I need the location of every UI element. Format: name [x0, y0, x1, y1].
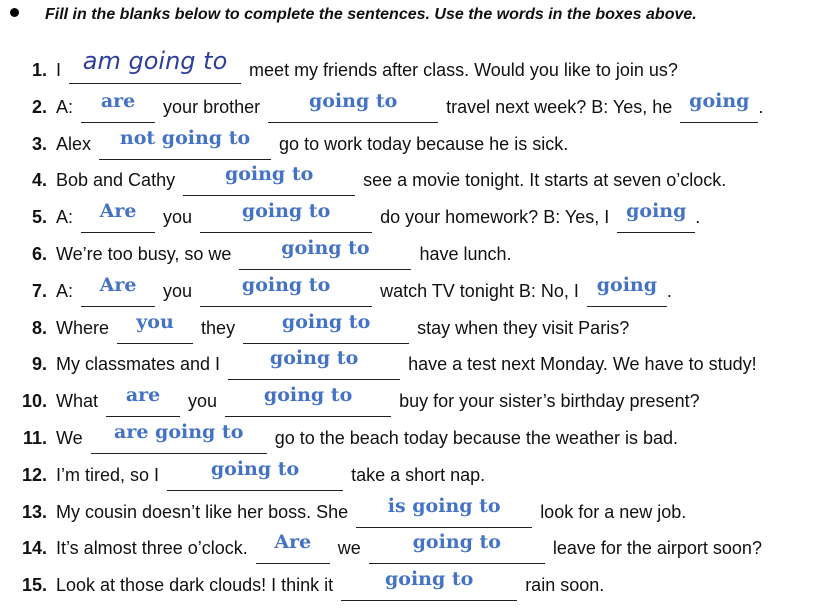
sentence-text: see a movie tonight. It starts at seven o’clock.	[363, 170, 727, 191]
answer-text: going	[596, 273, 658, 296]
answer-blank[interactable]	[680, 89, 758, 123]
sentence-text: A:	[56, 96, 74, 117]
answer-blank[interactable]	[356, 494, 532, 528]
sentence-text: Bob and Cathy	[56, 170, 176, 191]
answer-text: going to	[412, 531, 501, 554]
sentence-text: watch TV tonight B: No, I	[380, 280, 579, 301]
answer-text: is going to	[387, 494, 501, 517]
sentence-text: leave for the airport soon?	[552, 538, 762, 559]
answer-text: going to	[210, 457, 300, 480]
answer-text: going to	[224, 163, 314, 186]
answer-blank[interactable]	[243, 310, 409, 344]
answer-text: going to	[281, 310, 371, 333]
answer-blank[interactable]	[587, 273, 667, 307]
sentence-text: My cousin doesn’t like her boss. She	[56, 501, 349, 522]
sentence-text: go to the beach today because the weather is bad.	[274, 427, 679, 448]
sentence-text: rain soon.	[525, 575, 605, 596]
item-number: 7.	[31, 280, 47, 301]
item-number: 4.	[31, 170, 47, 191]
item-number: 10.	[21, 391, 47, 412]
sentence-text: stay when they visit Paris?	[417, 317, 630, 338]
sentence-text: travel next week? B: Yes, he	[446, 96, 673, 117]
item-number: 15.	[21, 575, 47, 596]
answer-text: going to	[241, 273, 331, 296]
item-number: 12.	[21, 464, 47, 485]
answer-text: going to	[308, 89, 398, 112]
sentence-text: We’re too busy, so we	[56, 243, 232, 264]
answer-text: going to	[385, 568, 474, 591]
sentence-text: We	[56, 427, 83, 448]
item-number: 9.	[31, 354, 47, 375]
sentence-row	[0, 530, 837, 567]
answer-blank[interactable]	[99, 126, 271, 160]
sentence-row	[0, 383, 837, 420]
sentence-text: .	[695, 207, 701, 228]
sentence-text: Alex	[56, 133, 92, 154]
answer-text: are going to	[114, 420, 244, 443]
sentence-text: buy for your sister’s birthday present?	[399, 391, 700, 412]
sentence-text: have lunch.	[419, 243, 512, 264]
sentence-text: It’s almost three o’clock.	[56, 538, 248, 559]
answer-text: are	[125, 384, 161, 407]
sentence-row	[0, 310, 837, 347]
item-number: 13.	[21, 501, 47, 522]
answer-blank[interactable]	[117, 310, 193, 344]
answer-blank[interactable]	[341, 568, 517, 601]
answer-text: not going to	[119, 126, 251, 149]
answer-blank[interactable]	[106, 384, 180, 417]
sentence-text: do your homework? B: Yes, I	[380, 207, 610, 228]
answer-blank[interactable]	[200, 273, 372, 307]
answer-text: going to	[269, 347, 359, 370]
sentence-text: .	[758, 96, 764, 117]
answer-text: going	[689, 89, 750, 112]
answer-blank[interactable]	[256, 531, 330, 564]
sentence-text: A:	[56, 280, 74, 301]
answer-blank[interactable]	[91, 420, 267, 454]
item-number: 8.	[31, 317, 47, 338]
answer-blank[interactable]	[81, 200, 155, 233]
answer-blank[interactable]	[81, 89, 155, 123]
answer-text: are	[100, 89, 136, 112]
sentence-text: Where	[56, 317, 110, 338]
answer-blank[interactable]	[617, 200, 695, 233]
bullet-icon	[10, 8, 19, 17]
answer-text: Are	[99, 200, 137, 223]
sentence-text: go to work today because he is sick.	[279, 133, 569, 154]
sentence-text: My classmates and I	[56, 354, 221, 375]
sentence-text: have a test next Monday. We have to study!	[408, 354, 757, 375]
sentence-text: you	[188, 391, 218, 412]
answer-text: going to	[281, 236, 370, 259]
sentence-text: your brother	[163, 96, 261, 117]
sentence-text: I’m tired, so I	[56, 464, 160, 485]
sentence-row	[0, 273, 837, 310]
sentence-text: What	[56, 391, 99, 412]
answer-blank[interactable]	[369, 531, 545, 564]
instructions-text: Fill in the blanks below to complete the sentences. Use the words in the boxes above.	[45, 6, 697, 23]
instructions	[10, 6, 830, 24]
answer-blank[interactable]	[225, 384, 391, 417]
sentence-text: look for a new job.	[540, 501, 687, 522]
answer-blank[interactable]	[183, 163, 355, 196]
item-number: 1.	[31, 60, 47, 80]
item-number: 3.	[31, 133, 47, 154]
answer-blank[interactable]	[200, 200, 372, 233]
sentence-text: you	[163, 280, 193, 301]
answer-text: going to	[241, 200, 331, 223]
answer-blank[interactable]	[81, 273, 155, 307]
answer-text: Are	[274, 531, 312, 554]
sentence-text: .	[666, 280, 672, 301]
answer-blank[interactable]	[239, 236, 411, 270]
sentence-text: A:	[56, 207, 74, 228]
sentence-text: take a short nap.	[351, 464, 486, 485]
answer-blank[interactable]	[268, 89, 438, 123]
item-number: 6.	[31, 243, 47, 264]
sentence-row	[0, 346, 837, 383]
sentence-row	[0, 126, 837, 163]
answer-blank[interactable]	[167, 457, 343, 491]
answer-blank[interactable]	[69, 47, 241, 84]
sentence-row	[0, 89, 837, 126]
sentence-text: you	[163, 207, 193, 228]
answer-text: going to	[263, 384, 353, 407]
answer-text: going	[626, 200, 687, 223]
sentence-row	[0, 567, 837, 604]
item-number: 14.	[21, 538, 47, 559]
answer-text: Are	[99, 273, 137, 296]
sentence-text: we	[337, 538, 361, 559]
sentence-row	[0, 420, 837, 457]
sentence-text: they	[201, 317, 236, 338]
sentence-row	[0, 236, 837, 273]
sentence-row	[0, 162, 837, 199]
item-number: 2.	[31, 96, 47, 117]
answer-text: am going to	[82, 47, 228, 75]
item-number: 11.	[22, 427, 47, 448]
item-number: 5.	[31, 207, 47, 228]
answer-blank[interactable]	[228, 347, 400, 380]
sentence-text: I	[56, 60, 62, 80]
sentence-row	[0, 199, 837, 236]
sentence-row	[0, 494, 837, 531]
sentence-text: meet my friends after class. Would you like to join us?	[249, 60, 678, 80]
exercise-list	[0, 47, 837, 604]
sentence-row	[0, 47, 837, 89]
sentence-row	[0, 457, 837, 494]
answer-text: you	[136, 310, 174, 333]
sentence-text: Look at those dark clouds! I think it	[56, 575, 334, 596]
